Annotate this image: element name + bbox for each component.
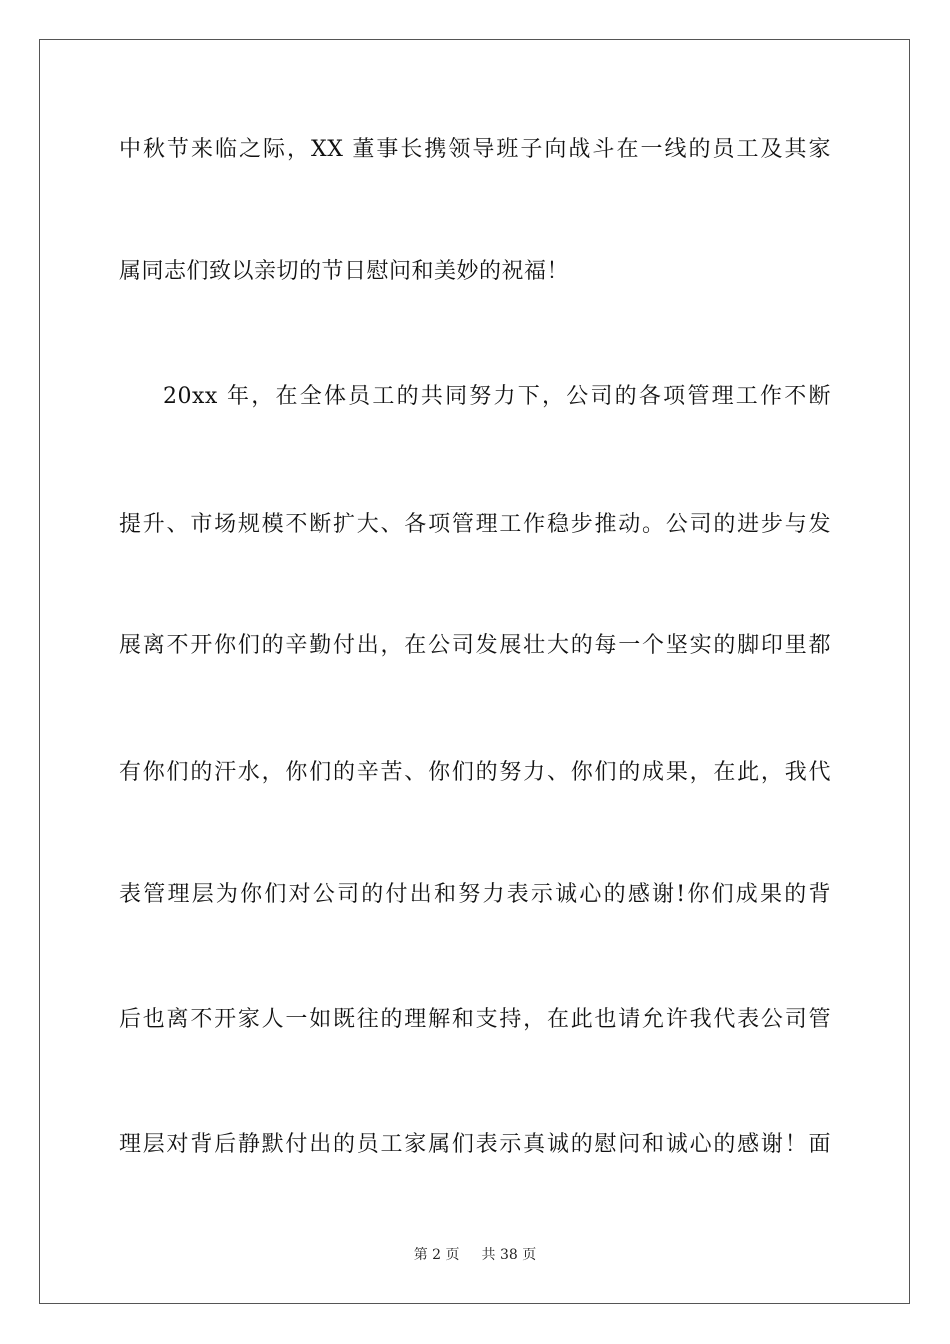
body-text-line: 理层对背后静默付出的员工家属们表示真诚的慰问和诚心的感谢！面	[119, 1132, 831, 1157]
body-text-line: 中秋节来临之际，XX 董事长携领导班子向战斗在一线的员工及其家	[119, 137, 831, 162]
body-text-line: 展离不开你们的辛勤付出，在公司发展壮大的每一个坚实的脚印里都	[119, 633, 831, 658]
page-number: 第 2 页	[413, 1247, 460, 1263]
body-text-line: 表管理层为你们对公司的付出和努力表示诚心的感谢!你们成果的背	[119, 882, 831, 907]
body-text-line: 20xx 年，在全体员工的共同努力下，公司的各项管理工作不断	[163, 384, 831, 409]
page-total: 共 38 页	[481, 1247, 537, 1263]
page-border	[39, 39, 910, 1304]
body-text-line: 提升、市场规模不断扩大、各项管理工作稳步推动。公司的进步与发	[119, 512, 831, 537]
body-text-line: 后也离不开家人一如既往的理解和支持，在此也请允许我代表公司管	[119, 1007, 831, 1032]
body-text-line: 属同志们致以亲切的节日慰问和美妙的祝福！	[119, 259, 570, 284]
body-text-line: 有你们的汗水，你们的辛苦、你们的努力、你们的成果，在此，我代	[119, 760, 831, 785]
page-footer	[0, 1246, 950, 1264]
